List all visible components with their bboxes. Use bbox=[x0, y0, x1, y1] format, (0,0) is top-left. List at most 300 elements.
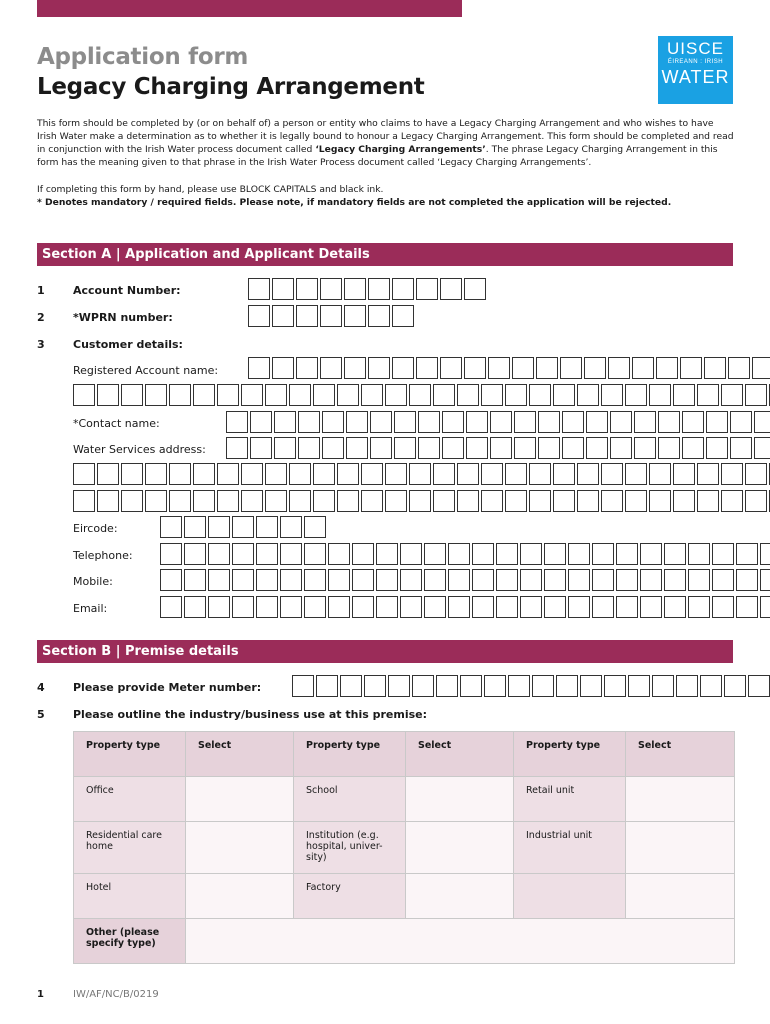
character-box[interactable] bbox=[608, 357, 630, 379]
character-box[interactable] bbox=[586, 411, 608, 433]
character-box[interactable] bbox=[169, 463, 191, 485]
character-box[interactable] bbox=[394, 411, 416, 433]
character-box[interactable] bbox=[361, 490, 383, 512]
character-box[interactable] bbox=[625, 490, 647, 512]
character-box[interactable] bbox=[248, 278, 270, 300]
character-box[interactable] bbox=[538, 411, 560, 433]
character-box[interactable] bbox=[745, 384, 767, 406]
character-box[interactable] bbox=[409, 384, 431, 406]
character-box[interactable] bbox=[392, 278, 414, 300]
character-box[interactable] bbox=[322, 411, 344, 433]
character-box[interactable] bbox=[160, 516, 182, 538]
character-box[interactable] bbox=[457, 463, 479, 485]
character-box[interactable] bbox=[536, 357, 558, 379]
character-box[interactable] bbox=[634, 437, 656, 459]
character-box[interactable] bbox=[464, 278, 486, 300]
character-box[interactable] bbox=[658, 437, 680, 459]
character-box[interactable] bbox=[433, 490, 455, 512]
character-box[interactable] bbox=[392, 305, 414, 327]
character-box[interactable] bbox=[298, 437, 320, 459]
character-box[interactable] bbox=[484, 675, 506, 697]
character-box[interactable] bbox=[728, 357, 750, 379]
character-box[interactable] bbox=[496, 596, 518, 618]
character-box[interactable] bbox=[296, 357, 318, 379]
character-box[interactable] bbox=[424, 543, 446, 565]
character-box[interactable] bbox=[337, 384, 359, 406]
character-box[interactable] bbox=[514, 411, 536, 433]
character-box[interactable] bbox=[344, 278, 366, 300]
character-box[interactable] bbox=[97, 384, 119, 406]
character-box[interactable] bbox=[632, 357, 654, 379]
character-box[interactable] bbox=[505, 384, 527, 406]
character-box[interactable] bbox=[577, 463, 599, 485]
character-box[interactable] bbox=[664, 543, 686, 565]
character-box[interactable] bbox=[320, 357, 342, 379]
character-box[interactable] bbox=[688, 569, 710, 591]
character-box[interactable] bbox=[121, 463, 143, 485]
telephone-input[interactable] bbox=[160, 543, 770, 565]
character-box[interactable] bbox=[376, 596, 398, 618]
character-box[interactable] bbox=[580, 675, 602, 697]
select-factory[interactable] bbox=[406, 874, 514, 919]
character-box[interactable] bbox=[682, 411, 704, 433]
character-box[interactable] bbox=[490, 437, 512, 459]
character-box[interactable] bbox=[604, 675, 626, 697]
character-box[interactable] bbox=[652, 675, 674, 697]
character-box[interactable] bbox=[664, 569, 686, 591]
character-box[interactable] bbox=[344, 357, 366, 379]
character-box[interactable] bbox=[658, 411, 680, 433]
character-box[interactable] bbox=[376, 543, 398, 565]
character-box[interactable] bbox=[250, 437, 272, 459]
character-box[interactable] bbox=[760, 596, 770, 618]
character-box[interactable] bbox=[241, 463, 263, 485]
registered-name-input-line1[interactable] bbox=[248, 357, 770, 379]
character-box[interactable] bbox=[688, 543, 710, 565]
character-box[interactable] bbox=[730, 411, 752, 433]
character-box[interactable] bbox=[553, 384, 575, 406]
character-box[interactable] bbox=[505, 463, 527, 485]
character-box[interactable] bbox=[361, 384, 383, 406]
character-box[interactable] bbox=[169, 490, 191, 512]
character-box[interactable] bbox=[145, 384, 167, 406]
character-box[interactable] bbox=[160, 569, 182, 591]
character-box[interactable] bbox=[424, 596, 446, 618]
character-box[interactable] bbox=[601, 490, 623, 512]
select-institution[interactable] bbox=[406, 822, 514, 874]
character-box[interactable] bbox=[73, 490, 95, 512]
character-box[interactable] bbox=[385, 384, 407, 406]
character-box[interactable] bbox=[370, 437, 392, 459]
character-box[interactable] bbox=[760, 543, 770, 565]
character-box[interactable] bbox=[760, 569, 770, 591]
character-box[interactable] bbox=[676, 675, 698, 697]
character-box[interactable] bbox=[296, 278, 318, 300]
character-box[interactable] bbox=[754, 411, 770, 433]
character-box[interactable] bbox=[241, 384, 263, 406]
character-box[interactable] bbox=[682, 437, 704, 459]
character-box[interactable] bbox=[460, 675, 482, 697]
character-box[interactable] bbox=[184, 569, 206, 591]
character-box[interactable] bbox=[322, 437, 344, 459]
character-box[interactable] bbox=[265, 463, 287, 485]
character-box[interactable] bbox=[508, 675, 530, 697]
character-box[interactable] bbox=[328, 569, 350, 591]
wprn-input[interactable] bbox=[248, 305, 416, 327]
character-box[interactable] bbox=[736, 569, 758, 591]
character-box[interactable] bbox=[328, 543, 350, 565]
select-retail-unit[interactable] bbox=[626, 777, 735, 822]
character-box[interactable] bbox=[232, 569, 254, 591]
character-box[interactable] bbox=[616, 569, 638, 591]
character-box[interactable] bbox=[472, 543, 494, 565]
character-box[interactable] bbox=[145, 463, 167, 485]
character-box[interactable] bbox=[673, 490, 695, 512]
character-box[interactable] bbox=[256, 596, 278, 618]
character-box[interactable] bbox=[304, 516, 326, 538]
character-box[interactable] bbox=[256, 543, 278, 565]
character-box[interactable] bbox=[289, 384, 311, 406]
character-box[interactable] bbox=[488, 357, 510, 379]
character-box[interactable] bbox=[361, 463, 383, 485]
character-box[interactable] bbox=[616, 596, 638, 618]
character-box[interactable] bbox=[466, 411, 488, 433]
character-box[interactable] bbox=[748, 675, 770, 697]
character-box[interactable] bbox=[664, 596, 686, 618]
character-box[interactable] bbox=[400, 596, 422, 618]
character-box[interactable] bbox=[640, 543, 662, 565]
character-box[interactable] bbox=[752, 357, 770, 379]
character-box[interactable] bbox=[232, 596, 254, 618]
character-box[interactable] bbox=[610, 411, 632, 433]
character-box[interactable] bbox=[442, 437, 464, 459]
character-box[interactable] bbox=[544, 596, 566, 618]
character-box[interactable] bbox=[418, 411, 440, 433]
character-box[interactable] bbox=[313, 490, 335, 512]
select-hotel[interactable] bbox=[186, 874, 294, 919]
character-box[interactable] bbox=[208, 543, 230, 565]
registered-name-input-line2[interactable] bbox=[73, 384, 770, 406]
character-box[interactable] bbox=[592, 596, 614, 618]
character-box[interactable] bbox=[712, 596, 734, 618]
character-box[interactable] bbox=[616, 543, 638, 565]
character-box[interactable] bbox=[184, 596, 206, 618]
character-box[interactable] bbox=[649, 490, 671, 512]
character-box[interactable] bbox=[457, 384, 479, 406]
character-box[interactable] bbox=[184, 543, 206, 565]
character-box[interactable] bbox=[481, 490, 503, 512]
character-box[interactable] bbox=[364, 675, 386, 697]
character-box[interactable] bbox=[368, 357, 390, 379]
character-box[interactable] bbox=[226, 437, 248, 459]
character-box[interactable] bbox=[529, 384, 551, 406]
character-box[interactable] bbox=[745, 490, 767, 512]
character-box[interactable] bbox=[601, 463, 623, 485]
character-box[interactable] bbox=[490, 411, 512, 433]
character-box[interactable] bbox=[217, 490, 239, 512]
character-box[interactable] bbox=[505, 490, 527, 512]
character-box[interactable] bbox=[424, 569, 446, 591]
character-box[interactable] bbox=[673, 384, 695, 406]
character-box[interactable] bbox=[562, 437, 584, 459]
character-box[interactable] bbox=[724, 675, 746, 697]
character-box[interactable] bbox=[289, 463, 311, 485]
character-box[interactable] bbox=[560, 357, 582, 379]
character-box[interactable] bbox=[320, 278, 342, 300]
account-number-input[interactable] bbox=[248, 278, 488, 300]
character-box[interactable] bbox=[520, 569, 542, 591]
character-box[interactable] bbox=[496, 569, 518, 591]
character-box[interactable] bbox=[634, 411, 656, 433]
character-box[interactable] bbox=[416, 278, 438, 300]
select-office[interactable] bbox=[186, 777, 294, 822]
character-box[interactable] bbox=[628, 675, 650, 697]
character-box[interactable] bbox=[520, 543, 542, 565]
character-box[interactable] bbox=[640, 596, 662, 618]
character-box[interactable] bbox=[208, 516, 230, 538]
character-box[interactable] bbox=[700, 675, 722, 697]
character-box[interactable] bbox=[512, 357, 534, 379]
character-box[interactable] bbox=[409, 463, 431, 485]
email-input[interactable] bbox=[160, 596, 770, 618]
character-box[interactable] bbox=[706, 437, 728, 459]
character-box[interactable] bbox=[688, 596, 710, 618]
character-box[interactable] bbox=[556, 675, 578, 697]
character-box[interactable] bbox=[265, 490, 287, 512]
character-box[interactable] bbox=[217, 384, 239, 406]
water-address-input-line2[interactable] bbox=[73, 463, 770, 485]
character-box[interactable] bbox=[472, 596, 494, 618]
character-box[interactable] bbox=[568, 596, 590, 618]
character-box[interactable] bbox=[721, 384, 743, 406]
water-address-input-line3[interactable] bbox=[73, 490, 770, 512]
character-box[interactable] bbox=[448, 543, 470, 565]
character-box[interactable] bbox=[745, 463, 767, 485]
character-box[interactable] bbox=[232, 516, 254, 538]
character-box[interactable] bbox=[440, 278, 462, 300]
character-box[interactable] bbox=[448, 569, 470, 591]
character-box[interactable] bbox=[248, 305, 270, 327]
character-box[interactable] bbox=[337, 490, 359, 512]
character-box[interactable] bbox=[160, 596, 182, 618]
character-box[interactable] bbox=[337, 463, 359, 485]
character-box[interactable] bbox=[472, 569, 494, 591]
character-box[interactable] bbox=[394, 437, 416, 459]
character-box[interactable] bbox=[529, 463, 551, 485]
character-box[interactable] bbox=[553, 463, 575, 485]
character-box[interactable] bbox=[544, 543, 566, 565]
character-box[interactable] bbox=[272, 305, 294, 327]
character-box[interactable] bbox=[352, 596, 374, 618]
character-box[interactable] bbox=[448, 596, 470, 618]
mobile-input[interactable] bbox=[160, 569, 770, 591]
character-box[interactable] bbox=[754, 437, 770, 459]
character-box[interactable] bbox=[121, 490, 143, 512]
character-box[interactable] bbox=[368, 305, 390, 327]
character-box[interactable] bbox=[433, 384, 455, 406]
character-box[interactable] bbox=[697, 490, 719, 512]
character-box[interactable] bbox=[442, 411, 464, 433]
character-box[interactable] bbox=[514, 437, 536, 459]
character-box[interactable] bbox=[272, 278, 294, 300]
character-box[interactable] bbox=[736, 543, 758, 565]
character-box[interactable] bbox=[217, 463, 239, 485]
character-box[interactable] bbox=[553, 490, 575, 512]
character-box[interactable] bbox=[280, 516, 302, 538]
character-box[interactable] bbox=[730, 437, 752, 459]
character-box[interactable] bbox=[313, 463, 335, 485]
character-box[interactable] bbox=[169, 384, 191, 406]
character-box[interactable] bbox=[256, 569, 278, 591]
character-box[interactable] bbox=[538, 437, 560, 459]
character-box[interactable] bbox=[568, 543, 590, 565]
select-school[interactable] bbox=[406, 777, 514, 822]
character-box[interactable] bbox=[529, 490, 551, 512]
character-box[interactable] bbox=[388, 675, 410, 697]
character-box[interactable] bbox=[304, 543, 326, 565]
character-box[interactable] bbox=[352, 543, 374, 565]
character-box[interactable] bbox=[274, 411, 296, 433]
character-box[interactable] bbox=[97, 463, 119, 485]
character-box[interactable] bbox=[592, 569, 614, 591]
character-box[interactable] bbox=[304, 596, 326, 618]
character-box[interactable] bbox=[193, 490, 215, 512]
character-box[interactable] bbox=[344, 305, 366, 327]
character-box[interactable] bbox=[721, 490, 743, 512]
character-box[interactable] bbox=[680, 357, 702, 379]
character-box[interactable] bbox=[562, 411, 584, 433]
character-box[interactable] bbox=[241, 490, 263, 512]
character-box[interactable] bbox=[400, 569, 422, 591]
character-box[interactable] bbox=[289, 490, 311, 512]
character-box[interactable] bbox=[226, 411, 248, 433]
character-box[interactable] bbox=[274, 437, 296, 459]
character-box[interactable] bbox=[392, 357, 414, 379]
character-box[interactable] bbox=[292, 675, 314, 697]
character-box[interactable] bbox=[586, 437, 608, 459]
character-box[interactable] bbox=[97, 490, 119, 512]
character-box[interactable] bbox=[73, 463, 95, 485]
character-box[interactable] bbox=[272, 357, 294, 379]
character-box[interactable] bbox=[436, 675, 458, 697]
character-box[interactable] bbox=[376, 569, 398, 591]
character-box[interactable] bbox=[248, 357, 270, 379]
select-industrial-unit[interactable] bbox=[626, 822, 735, 874]
character-box[interactable] bbox=[706, 411, 728, 433]
eircode-input[interactable] bbox=[160, 516, 328, 538]
character-box[interactable] bbox=[481, 384, 503, 406]
character-box[interactable] bbox=[304, 569, 326, 591]
character-box[interactable] bbox=[313, 384, 335, 406]
character-box[interactable] bbox=[298, 411, 320, 433]
other-specify-input[interactable] bbox=[186, 919, 735, 964]
character-box[interactable] bbox=[481, 463, 503, 485]
character-box[interactable] bbox=[520, 596, 542, 618]
character-box[interactable] bbox=[385, 463, 407, 485]
character-box[interactable] bbox=[649, 463, 671, 485]
character-box[interactable] bbox=[340, 675, 362, 697]
character-box[interactable] bbox=[73, 384, 95, 406]
character-box[interactable] bbox=[649, 384, 671, 406]
character-box[interactable] bbox=[496, 543, 518, 565]
character-box[interactable] bbox=[370, 411, 392, 433]
character-box[interactable] bbox=[433, 463, 455, 485]
character-box[interactable] bbox=[704, 357, 726, 379]
character-box[interactable] bbox=[368, 278, 390, 300]
character-box[interactable] bbox=[568, 569, 590, 591]
character-box[interactable] bbox=[328, 596, 350, 618]
character-box[interactable] bbox=[385, 490, 407, 512]
character-box[interactable] bbox=[610, 437, 632, 459]
character-box[interactable] bbox=[352, 569, 374, 591]
character-box[interactable] bbox=[193, 384, 215, 406]
character-box[interactable] bbox=[250, 411, 272, 433]
character-box[interactable] bbox=[736, 596, 758, 618]
meter-number-input[interactable] bbox=[292, 675, 770, 697]
contact-name-input[interactable] bbox=[226, 411, 770, 433]
character-box[interactable] bbox=[280, 569, 302, 591]
character-box[interactable] bbox=[280, 596, 302, 618]
character-box[interactable] bbox=[400, 543, 422, 565]
character-box[interactable] bbox=[640, 569, 662, 591]
character-box[interactable] bbox=[625, 463, 647, 485]
character-box[interactable] bbox=[418, 437, 440, 459]
character-box[interactable] bbox=[712, 543, 734, 565]
character-box[interactable] bbox=[412, 675, 434, 697]
water-address-input-line1[interactable] bbox=[226, 437, 770, 459]
character-box[interactable] bbox=[121, 384, 143, 406]
character-box[interactable] bbox=[256, 516, 278, 538]
character-box[interactable] bbox=[532, 675, 554, 697]
character-box[interactable] bbox=[346, 437, 368, 459]
property-type-cell: Retail unit bbox=[514, 777, 626, 822]
character-box[interactable] bbox=[592, 543, 614, 565]
character-box[interactable] bbox=[409, 490, 431, 512]
character-box[interactable] bbox=[656, 357, 678, 379]
character-box[interactable] bbox=[145, 490, 167, 512]
character-box[interactable] bbox=[712, 569, 734, 591]
select-residential-care-home[interactable] bbox=[186, 822, 294, 874]
character-box[interactable] bbox=[577, 384, 599, 406]
character-box[interactable] bbox=[584, 357, 606, 379]
character-box[interactable] bbox=[232, 543, 254, 565]
character-box[interactable] bbox=[721, 463, 743, 485]
character-box[interactable] bbox=[208, 569, 230, 591]
character-box[interactable] bbox=[208, 596, 230, 618]
character-box[interactable] bbox=[673, 463, 695, 485]
character-box[interactable] bbox=[193, 463, 215, 485]
character-box[interactable] bbox=[265, 384, 287, 406]
character-box[interactable] bbox=[601, 384, 623, 406]
character-box[interactable] bbox=[280, 543, 302, 565]
character-box[interactable] bbox=[320, 305, 342, 327]
character-box[interactable] bbox=[544, 569, 566, 591]
character-box[interactable] bbox=[296, 305, 318, 327]
character-box[interactable] bbox=[440, 357, 462, 379]
character-box[interactable] bbox=[697, 463, 719, 485]
character-box[interactable] bbox=[697, 384, 719, 406]
character-box[interactable] bbox=[577, 490, 599, 512]
character-box[interactable] bbox=[416, 357, 438, 379]
character-box[interactable] bbox=[316, 675, 338, 697]
character-box[interactable] bbox=[625, 384, 647, 406]
character-box[interactable] bbox=[346, 411, 368, 433]
character-box[interactable] bbox=[464, 357, 486, 379]
character-box[interactable] bbox=[160, 543, 182, 565]
character-box[interactable] bbox=[184, 516, 206, 538]
character-box[interactable] bbox=[466, 437, 488, 459]
character-box[interactable] bbox=[457, 490, 479, 512]
